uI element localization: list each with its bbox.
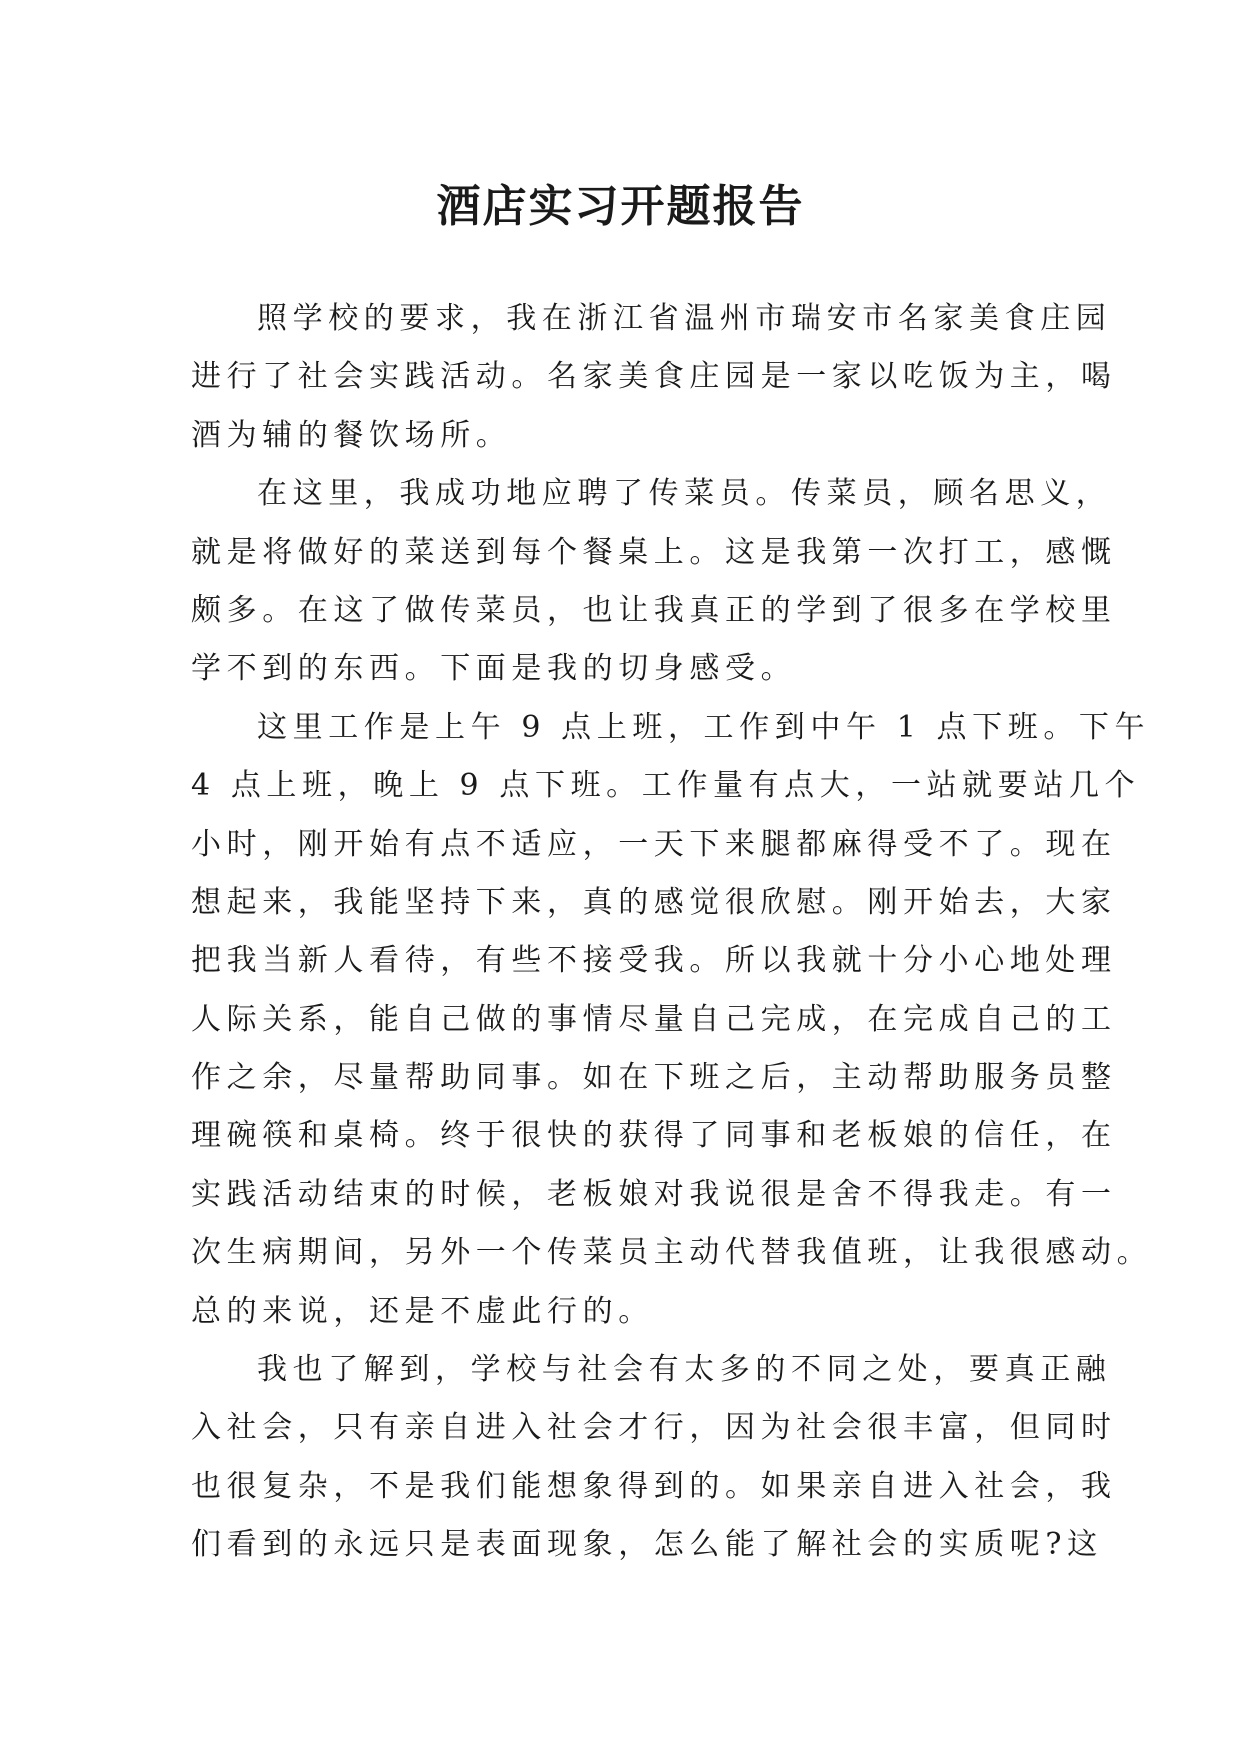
text-line: 总的来说，还是不虚此行的。 [191,1293,654,1329]
text-line: 们看到的永远只是表面现象，怎么能了解社会的实质呢?这 [191,1527,1103,1563]
text-line: 入社会，只有亲自进入社会才行，因为社会很丰富，但同时 [191,1410,1117,1446]
text-line: 把我当新人看待，有些不接受我。所以我就十分小心地处理 [191,943,1117,979]
text-line: 人际关系，能自己做的事情尽量自己完成，在完成自己的工 [191,1001,1117,1037]
text-line: 实践活动结束的时候，老板娘对我说很是舍不得我走。有一 [191,1176,1117,1212]
paragraph [191,699,1153,1341]
text-line: 理碗筷和桌椅。终于很快的获得了同事和老板娘的信任，在 [191,1118,1117,1154]
text-line: 次生病期间，另外一个传菜员主动代替我值班，让我很感动。 [191,1235,1153,1271]
paragraph [191,1341,1117,1575]
document-body [191,290,1153,1575]
text-line: 就是将做好的菜送到每个餐桌上。这是我第一次打工，感慨 [191,534,1117,570]
text-line: 想起来，我能坚持下来，真的感觉很欣慰。刚开始去，大家 [191,884,1117,920]
text-line: 也很复杂，不是我们能想象得到的。如果亲自进入社会，我 [191,1468,1117,1504]
text-line: 进行了社会实践活动。名家美食庄园是一家以吃饭为主，喝 [191,359,1117,395]
text-line: 小时，刚开始有点不适应，一天下来腿都麻得受不了。现在 [191,826,1117,862]
text-line: 学不到的东西。下面是我的切身感受。 [191,651,797,687]
paragraph [191,465,1117,699]
text-line: 酒为辅的餐饮场所。 [191,417,512,453]
text-line: 颇多。在这了做传菜员，也让我真正的学到了很多在学校里 [191,592,1117,628]
paragraph [191,290,1117,465]
text-line: 照学校的要求，我在浙江省温州市瑞安市名家美食庄园 [257,301,1112,336]
document-title: 酒店实习开题报告 [436,181,805,233]
text-line: 作之余，尽量帮助同事。如在下班之后，主动帮助服务员整 [191,1060,1117,1096]
text-line: 4 点上班，晚上 9 点下班。工作量有点大，一站就要站几个 [191,768,1141,804]
text-line: 我也了解到，学校与社会有太多的不同之处，要真正融 [257,1352,1112,1388]
text-line: 这里工作是上午 9 点上班，工作到中午 1 点下班。下午 [257,709,1151,745]
text-line: 在这里，我成功地应聘了传菜员。传菜员，顾名思义， [257,476,1112,512]
